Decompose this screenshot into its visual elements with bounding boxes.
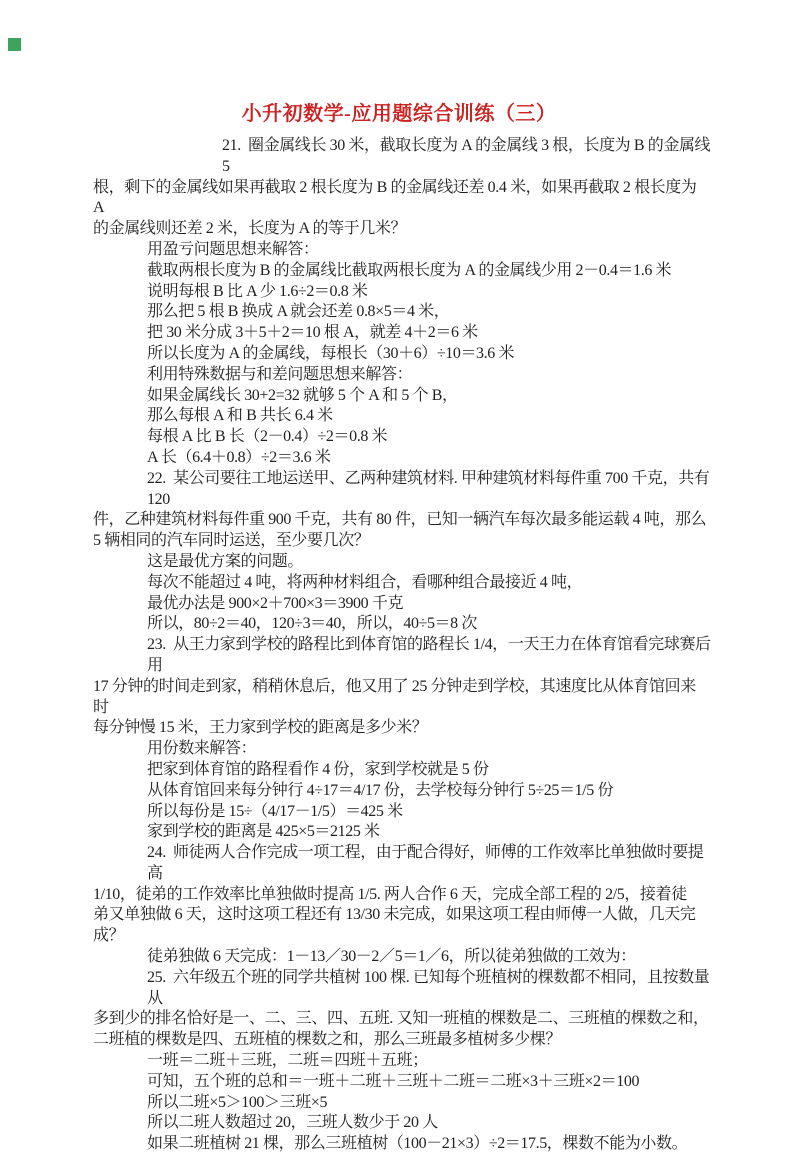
text-line: 这是最优方案的问题。 (147, 552, 304, 570)
text-line: 那么把 5 根 B 换成 A 就会还差 0.8×5＝4 米， (147, 303, 450, 321)
text-line: 每分钟慢 15 米，王力家到学校的距离是多少米？ (93, 719, 428, 737)
text-line: 可知，五个班的总和＝一班＋二班＋三班＋二班＝二班×3＋三班×2＝100 (147, 1072, 640, 1090)
text-line: 那么每根 A 和 B 共长 6.4 米 (147, 407, 333, 425)
text-line: 所以长度为 A 的金属线，每根长（30＋6）÷10＝3.6 米 (147, 344, 515, 362)
text-line: 利用特殊数据与和差问题思想来解答： (147, 365, 413, 383)
text-line: 25. 六年级五个班的同学共植树 100 棵. 已知每个班植树的棵数都不相同，且按数量从 (147, 968, 710, 1007)
text-line: 21. 圈金属线长 30 米，截取长度为 A 的金属线 3 根，长度为 B 的金属线 5 (222, 137, 714, 175)
text-line: 家到学校的距离是 425×5＝2125 米 (147, 823, 380, 841)
text-line: 多到少的排名恰好是一、二、三、四、五班. 又知一班植的棵数是二、三班植的棵数之和， (93, 1010, 709, 1028)
text-line: 把家到体育馆的路程看作 4 份，家到学校就是 5 份 (147, 760, 489, 778)
text-line: 说明每根 B 比 A 少 1.6÷2＝0.8 米 (147, 282, 368, 300)
green-corner-mark-icon (8, 38, 21, 51)
text-line: 件，乙种建筑材料每件重 900 千克，共有 80 件，已知一辆汽车每次最多能运载 4 吨，那么 (93, 511, 707, 529)
text-line: 所以二班人数超过 20，三班人数少于 20 人 (147, 1114, 438, 1132)
text-line: 成？ (93, 927, 125, 945)
text-line: 根，剩下的金属线如果再截取 2 根长度为 B 的金属线还差 0.4 米，如果再截取 2 根长度为 A (93, 178, 701, 217)
text-line: 截取两根长度为 B 的金属线比截取两根长度为 A 的金属线少用 2－0.4＝1.6 米 (147, 261, 672, 279)
text-line: 用盈亏问题思想来解答： (147, 240, 319, 258)
text-line: 每根 A 比 B 长（2－0.4）÷2＝0.8 米 (147, 428, 388, 446)
text-line: 把 30 米分成 3＋5＋2＝10 根 A，就差 4＋2＝6 米 (147, 324, 478, 342)
text-line: 17 分钟的时间走到家，稍稍休息后，他又用了 25 分钟走到学校，其速度比从体育馆回来时 (93, 677, 696, 716)
text-line: 如果金属线长 30+2=32 就够 5 个 A 和 5 个 B， (147, 386, 458, 404)
text-line: 一班＝二班＋三班，二班＝四班＋五班； (147, 1052, 428, 1070)
text-line: 二班植的棵数是四、五班植的棵数之和，那么三班最多植树多少棵？ (93, 1031, 562, 1049)
text-line: 从体育馆回来每分钟行 4÷17＝4/17 份，去学校每分钟行 5÷25＝1/5 份 (147, 781, 614, 799)
text-line: 用份数来解答： (147, 740, 257, 758)
text-line: 22. 某公司要往工地运送甲、乙两种建筑材料. 甲种建筑材料每件重 700 千克，共有 120 (147, 469, 714, 508)
text-line: 24. 师徒两人合作完成一项工程，由于配合得好，师傅的工作效率比单独做时要提高 (147, 844, 704, 882)
text-line: 每次不能超过 4 吨，将两种材料组合，看哪种组合最接近 4 吨， (147, 573, 583, 591)
text-line: 如果二班植树 21 棵，那么三班植树（100－21×3）÷2＝17.5，棵数不能为小数。 (147, 1135, 688, 1153)
document-title: 小升初数学-应用题综合训练（三） (241, 103, 557, 125)
document-body (93, 136, 714, 1155)
text-line: 徒弟独做 6 天完成：1－13／30－2／5＝1／6，所以徒弟独做的工效为： (147, 948, 636, 966)
text-line: A 长（6.4＋0.8）÷2＝3.6 米 (147, 448, 331, 466)
text-line: 最优办法是 900×2＋700×3＝3900 千克 (147, 594, 404, 612)
text-line: 所以二班×5＞100＞三班×5 (147, 1093, 328, 1111)
text-line: 所以每份是 15÷（4/17－1/5）＝425 米 (147, 802, 403, 820)
text-line: 5 辆相同的汽车同时运送，至少要几次？ (93, 532, 370, 550)
text-line: 1/10，徒弟的工作效率比单独做时提高 1/5. 两人合作 6 天，完成全部工程的 2/5，接着徒 (93, 885, 687, 903)
text-line: 弟又单独做 6 天，这时这项工程还有 13/30 未完成，如果这项工程由师傅一人做，几天完 (93, 906, 696, 924)
text-line: 的金属线则还差 2 米，长度为 A 的等于几米？ (93, 220, 407, 238)
text-line: 所以，80÷2＝40，120÷3＝40，所以，40÷5＝8 次 (147, 615, 477, 633)
text-line: 23. 从王力家到学校的路程比到体育馆的路程长 1/4，一天王力在体育馆看完球赛后用 (147, 636, 711, 674)
